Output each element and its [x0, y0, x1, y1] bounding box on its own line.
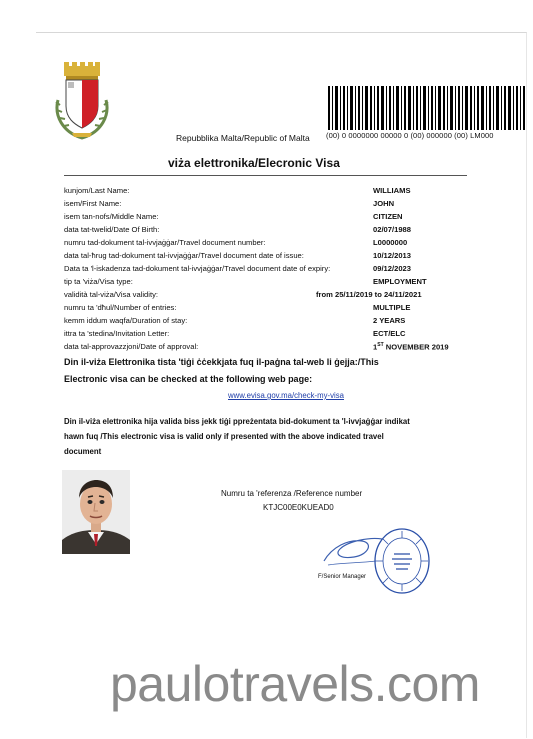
watermark-text: paulotravels.com [110, 656, 480, 712]
barcode-icon [326, 86, 526, 130]
malta-coat-of-arms-icon [52, 60, 112, 140]
validity-text-line-3: document [64, 447, 102, 456]
field-value-first-name: JOHN [373, 199, 395, 208]
field-label-visa-validity: validità tal-viża/Visa validity: [64, 290, 158, 299]
approval-month-year: NOVEMBER 2019 [383, 342, 449, 352]
field-label-invitation-letter: ittra ta 'stedina/Invitation Letter: [64, 329, 170, 338]
field-value-date-of-approval [373, 342, 449, 352]
document-title: viża elettronika/Elecronic Visa [168, 156, 340, 170]
field-label-first-name: isem/First Name: [64, 199, 122, 208]
holder-photo [62, 470, 130, 554]
field-value-invitation-letter: ECT/ELC [373, 329, 406, 338]
field-label-middle-name: isem tan-nofs/Middle Name: [64, 212, 159, 221]
republic-caption: Repubblika Malta/Republic of Malta [176, 133, 310, 143]
official-stamp-icon [372, 526, 432, 596]
field-value-document-number: L0000000 [373, 238, 408, 247]
field-label-visa-type: tip ta 'viża/Visa type: [64, 277, 133, 286]
field-label-number-of-entries: numru ta 'dħul/Number of entries: [64, 303, 177, 312]
field-value-last-name: WILLIAMS [373, 186, 411, 195]
field-value-date-of-expiry: 09/12/2023 [373, 264, 412, 273]
reference-number-label: Numru ta 'referenza /Reference number [221, 489, 363, 498]
validity-text-line-2: hawn fuq /This electronic visa is valid only if presented with the above indicated travel [64, 432, 384, 441]
signer-title: F/Senior Manager [318, 574, 367, 580]
approval-day: 1 [373, 342, 378, 352]
field-value-middle-name: CITIZEN [373, 212, 403, 221]
field-value-visa-type: EMPLOYMENT [373, 277, 427, 286]
field-value-date-of-birth: 02/07/1988 [373, 225, 412, 234]
field-label-last-name: kunjom/Last Name: [64, 186, 130, 195]
field-value-date-of-issue: 10/12/2013 [373, 251, 412, 260]
verification-text-line-2: Electronic visa can be checked at the following web page: [64, 374, 313, 384]
title-divider [64, 175, 467, 176]
field-value-number-of-entries: MULTIPLE [373, 303, 411, 312]
field-label-date-of-issue: data tal-ħrug tad-dokument tal-ivvjaġġar/Travel document date of issue: [64, 251, 304, 260]
field-label-date-of-approval: data tal-approvazzjoni/Date of approval: [64, 342, 199, 351]
field-label-date-of-birth: data tat-twelid/Date Of Birth: [64, 225, 160, 234]
barcode-number: (00) 0 0000000 00000 0 (00) 000000 (00) LM000 [326, 131, 494, 140]
holder-portrait-icon [62, 470, 130, 554]
verification-text-line-1: Din il-viża Elettronika tista 'tiġi ċċekkjata fuq il-paġna tal-web li ġejja:/This [64, 357, 379, 367]
field-value-duration-of-stay: 2 YEARS [373, 316, 406, 325]
field-value-visa-validity: from 25/11/2019 to 24/11/2021 [316, 290, 422, 299]
field-label-duration-of-stay: kemm iddum waqfa/Duration of stay: [64, 316, 188, 325]
field-label-document-number: numru tad-dokument tal-ivvjaġġar/Travel document number: [64, 238, 266, 247]
approval-day-suffix: ST [377, 342, 384, 348]
field-label-date-of-expiry: Data ta 'l-iskadenza tad-dokument tal-ivvjaġġar/Travel document date of expiry: [64, 264, 331, 273]
validity-text-line-1: Din il-viża elettronika hija valida biss jekk tiġi ppreżentata bid-dokument ta 'l-ivvjaġġar indikat [64, 417, 410, 426]
reference-number-value: KTJC00E0KUEAD0 [263, 503, 334, 512]
verification-web-link[interactable]: www.evisa.gov.ma/check-my-visa [228, 391, 344, 400]
